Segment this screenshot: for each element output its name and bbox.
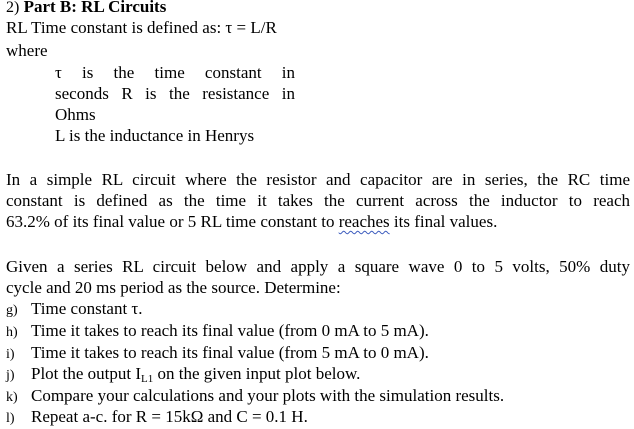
task-item: j) Plot the output $I_{L1}$ on the given input plot below. bbox=[6, 364, 361, 385]
where-item-tau: τ is the time constant in bbox=[55, 63, 295, 82]
where-item-inductance: L is the inductance in Henrys bbox=[55, 126, 255, 145]
grammar-flag: reaches bbox=[338, 212, 390, 231]
task-marker: h) bbox=[6, 325, 18, 340]
paragraph2-line2: cycle and 20 ms period as the source. Determine: bbox=[6, 278, 341, 297]
task-marker: j) bbox=[6, 368, 15, 383]
subscript: L1 bbox=[141, 373, 154, 385]
section-title: Part B: RL Circuits bbox=[23, 0, 167, 16]
task-item: i) Time it takes to reach its final value (from 5 mA to 0 mA). bbox=[6, 342, 429, 365]
task-marker: i) bbox=[6, 347, 15, 362]
task-item: g) Time constant τ. bbox=[6, 298, 143, 321]
paragraph1-line2: constant is defined as the time it takes the current across the inductor to reach bbox=[6, 191, 630, 210]
heading bbox=[6, 0, 166, 18]
definition-line: RL Time constant is defined as: τ = L/R bbox=[6, 18, 277, 37]
task-item: h) Time it takes to reach its final value (from 0 mA to 5 mA). bbox=[6, 320, 429, 343]
paragraph1-line1: In a simple RL circuit where the resistor and capacitor are in series, the RC time bbox=[6, 170, 630, 189]
where-item-seconds: seconds R is the resistance in bbox=[55, 84, 295, 103]
task-item: l) Repeat a-c. for R = 15kΩ and C = 0.1 H. bbox=[6, 406, 308, 429]
task-marker: l) bbox=[6, 411, 15, 426]
where-item-ohms: Ohms bbox=[55, 105, 96, 124]
where-label: where bbox=[6, 41, 48, 60]
paragraph2-line1: Given a series RL circuit below and apply a square wave 0 to 5 volts, 50% duty bbox=[6, 257, 630, 276]
section-number: 2) bbox=[6, 0, 20, 16]
task-item: k) Compare your calculations and your plots with the simulation results. bbox=[6, 385, 504, 408]
paragraph1-line3: 63.2% of its final value or 5 RL time constant to reaches its final values. bbox=[6, 212, 498, 231]
task-marker: g) bbox=[6, 303, 18, 318]
task-marker: k) bbox=[6, 390, 18, 405]
